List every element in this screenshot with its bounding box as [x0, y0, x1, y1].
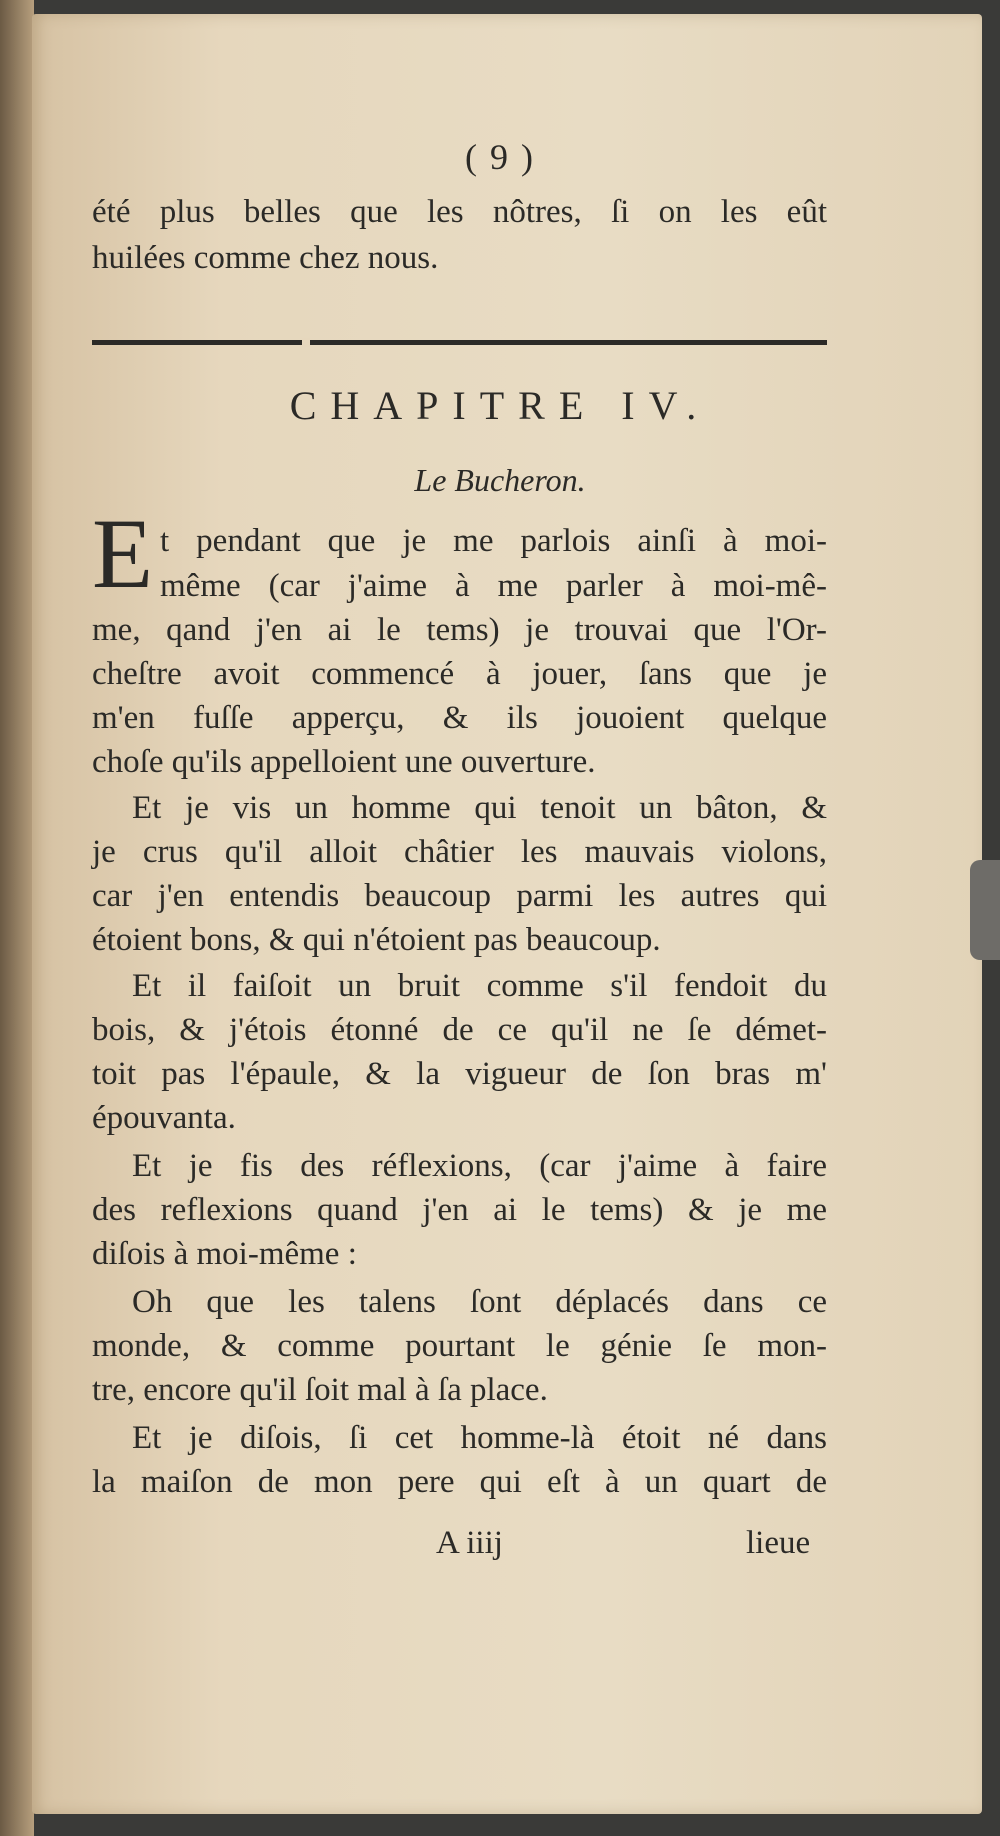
page-number: ( 9 ) — [465, 137, 535, 177]
text-line: m'en fuſſe apperçu, & ils jouoient quelque — [92, 700, 827, 736]
text-line: la maiſon de mon pere qui eſt à un quart de — [92, 1464, 827, 1500]
text-line: épouvanta. — [92, 1100, 236, 1136]
section-rule — [92, 340, 827, 345]
text-line: Et je fis des réflexions, (car j'aime à faire — [132, 1148, 827, 1184]
chapter-heading: CHAPITRE IV. — [289, 383, 711, 428]
page-tab — [970, 860, 1000, 960]
signature-mark: A iiij — [436, 1525, 503, 1561]
text-line: je crus qu'il alloit châtier les mauvais violons, — [92, 834, 827, 870]
text-line: car j'en entendis beaucoup parmi les autres qui — [92, 878, 827, 914]
text-line: même (car j'aime à me parler à moi-mê- — [160, 568, 827, 604]
text-line: été plus belles que les nôtres, ſi on les eût — [92, 194, 827, 230]
text-line: tre, encore qu'il ſoit mal à ſa place. — [92, 1372, 548, 1408]
text-line: étoient bons, & qui n'étoient pas beaucoup. — [92, 922, 661, 958]
text-line: Et je vis un homme qui tenoit un bâton, & — [132, 790, 827, 826]
text-line: me, qand j'en ai le tems) je trouvai que l'Or- — [92, 612, 827, 648]
book-gutter — [0, 0, 34, 1836]
drop-cap: E — [92, 498, 154, 609]
text-line: t pendant que je me parlois ainſi à moi- — [160, 523, 827, 559]
text-line: bois, & j'étois étonné de ce qu'il ne ſe démet- — [92, 1012, 827, 1048]
text-line: Et il faiſoit un bruit comme s'il fendoit du — [132, 968, 827, 1004]
catchword: lieue — [746, 1525, 811, 1561]
text-line: toit pas l'épaule, & la vigueur de ſon bras m' — [92, 1056, 827, 1092]
text-line: cheſtre avoit commencé à jouer, ſans que je — [92, 656, 827, 692]
text-line: choſe qu'ils appelloient une ouverture. — [92, 744, 596, 780]
text-line: monde, & comme pourtant le génie ſe mon- — [92, 1328, 827, 1364]
chapter-subtitle: Le Bucheron. — [414, 462, 586, 498]
text-line: Et je diſois, ſi cet homme-là étoit né dans — [132, 1420, 827, 1456]
text-line: huilées comme chez nous. — [92, 240, 439, 276]
text-line: des reflexions quand j'en ai le tems) & je me — [92, 1192, 827, 1228]
text-line: diſois à moi-même : — [92, 1236, 357, 1272]
text-line: Oh que les talens ſont déplacés dans ce — [132, 1284, 827, 1320]
